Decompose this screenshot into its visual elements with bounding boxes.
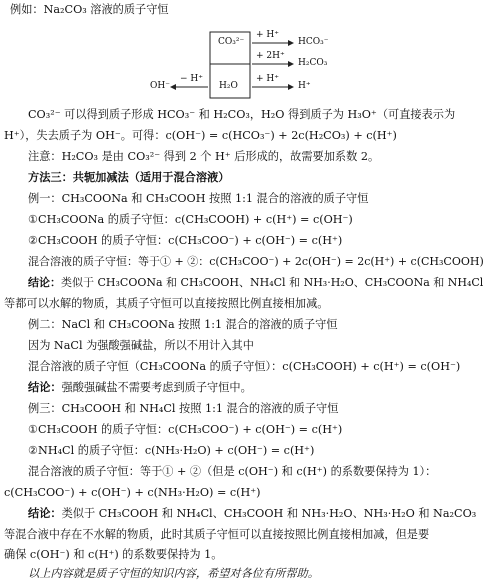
example2-heading: 例二：NaCl 和 CH₃COONa 按照 1:1 混合的溶液的质子守恒 (28, 318, 338, 331)
method3-title: 方法三：共轭加减法（适用于混合溶液） (28, 170, 230, 184)
conclusion3-text: 类似于 CH₃COOH 和 NH₄Cl、CH₃COOH 和 NH₃·H₂O、NH₃·H₂O 和 Na₂CO₃ (61, 507, 477, 520)
conclusion2 (28, 382, 252, 393)
conclusion3-line3: 确保 c(OH⁻) 和 c(H⁺) 的系数要保持为 1。 (4, 548, 223, 561)
product-h: H⁺ (298, 81, 311, 91)
arrowhead-1 (288, 40, 294, 46)
arrowhead-loss (170, 84, 176, 90)
note: 注意：H₂CO₃ 是由 CO₃²⁻ 得到 2 个 H⁺ 后形成的，故需要加系数 2。 (28, 150, 380, 163)
proton-transfer-diagram (140, 30, 360, 100)
example2-note: 因为 NaCl 为强酸强碱盐，所以不用计入其中 (28, 339, 254, 352)
conclusion3-line2: 等混合液中存在不水解的物质，此时其质子守恒可以直接按照比例直接相加减，但是要 (4, 528, 430, 541)
loss-label: − H⁺ (180, 74, 204, 84)
example1-heading: 例一：CH₃COONa 和 CH₃COOH 按照 1:1 混合的溶液的质子守恒 (28, 192, 369, 205)
para1-line2: H⁺），失去质子为 OH⁻。可得：c(OH⁻) = c(HCO₃⁻) + 2c(H₂CO₃) + c(H⁺) (4, 129, 397, 142)
example3-mixed: 混合溶液的质子守恒：等于① + ②（但是 c(OH⁻) 和 c(H⁺) 的系数要保持为 1）： (28, 465, 437, 478)
example-title: 例如：Na₂CO₃ 溶液的质子守恒 (10, 3, 169, 16)
gain-1-label: + H⁺ (256, 30, 280, 40)
product-oh: OH⁻ (150, 81, 170, 91)
footer-text: 以上内容就是质子守恒的知识内容，希望对各位有所帮助。 (28, 567, 319, 580)
example3-result: c(CH₃COO⁻) + c(OH⁻) + c(NH₃·H₂O) = c(H⁺) (4, 486, 261, 499)
example1-mixed: 混合溶液的质子守恒：等于① + ②：c(CH₃COO⁻) + 2c(OH⁻) = 2c(H⁺) + c(CH₃COOH) (28, 255, 484, 268)
conclusion3-line1 (28, 508, 476, 519)
base-co3: CO₃²⁻ (218, 37, 245, 47)
example2-mixed: 混合溶液的质子守恒（CH₃COONa 的质子守恒）：c(CH₃COOH) + c(H⁺) = c(OH⁻) (28, 360, 461, 373)
example1-eq2: ②CH₃COOH 的质子守恒：c(CH₃COO⁻) + c(OH⁻) = c(H⁺) (28, 234, 343, 247)
para1-line1: CO₃²⁻ 可以得到质子形成 HCO₃⁻ 和 H₂CO₃，H₂O 得到质子为 H₃O⁺（可直接表示为 (28, 108, 456, 121)
example3-eq1: ①CH₃COOH 的质子守恒：c(CH₃COO⁻) + c(OH⁻) = c(H⁺) (28, 423, 343, 436)
conclusion1-text: 类似于 CH₃COONa 和 CH₃COOH、NH₄Cl 和 NH₃·H₂O、CH₃COONa 和 NH₄Cl (61, 276, 484, 289)
example3-heading: 例三：CH₃COOH 和 NH₄Cl 按照 1:1 混合的溶液的质子守恒 (28, 402, 339, 415)
example1-eq1: ①CH₃COONa 的质子守恒：c(CH₃COOH) + c(H⁺) = c(OH⁻) (28, 213, 353, 226)
conclusion1-line1 (28, 277, 483, 288)
product-h2co3: H₂CO₃ (298, 58, 328, 68)
example3-eq2: ②NH₄Cl 的质子守恒：c(NH₃·H₂O) + c(OH⁻) = c(H⁺) (28, 444, 315, 457)
gain-2-label: + 2H⁺ (256, 51, 285, 61)
conclusion2-label: 结论： (28, 380, 62, 394)
conclusion2-text: 强酸强碱盐不需要考虑到质子守恒中。 (61, 381, 252, 394)
conclusion1-line2: 等都可以水解的物质，其质子守恒可以直接按照比例直接相加减。 (4, 297, 329, 310)
arrowhead-3 (288, 84, 294, 90)
gain-3-label: + H⁺ (256, 74, 280, 84)
product-hco3: HCO₃⁻ (298, 37, 329, 47)
arrowhead-2 (288, 61, 294, 67)
conclusion1-label: 结论： (28, 276, 61, 289)
base-h2o: H₂O (219, 81, 238, 91)
conclusion3-label: 结论： (28, 506, 62, 520)
